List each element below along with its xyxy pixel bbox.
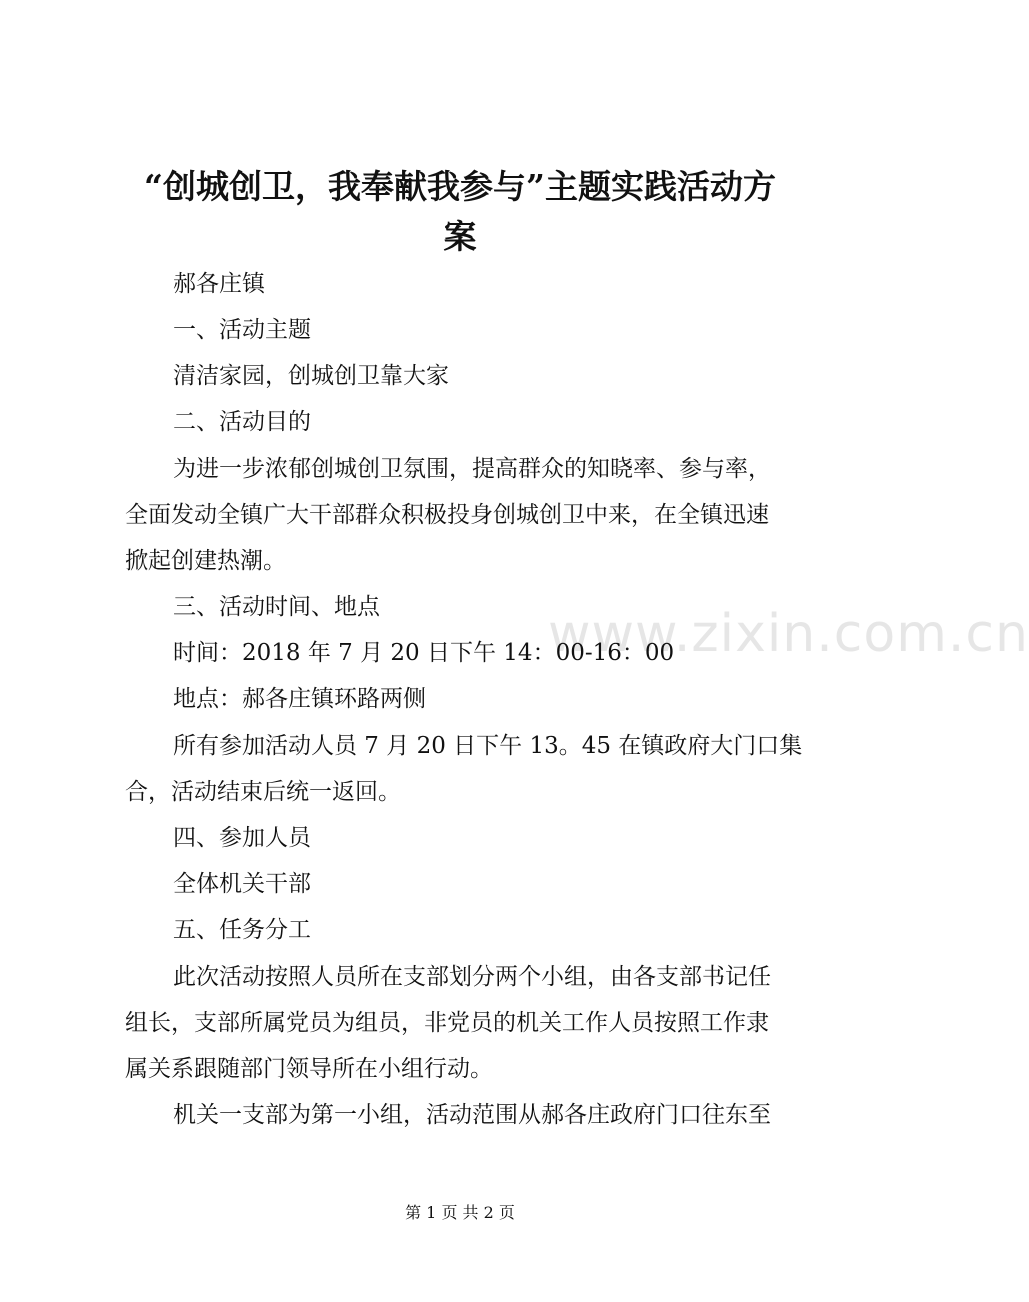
- section-2-para-line-2: 全面发动全镇广大干部群众积极投身创城创卫中来，在全镇迅速: [125, 502, 769, 528]
- section-3-para-line-1: 所有参加活动人员 7 月 20 日下午 13。45 在镇政府大门口集: [173, 733, 803, 759]
- title-line-2: 案: [443, 217, 477, 256]
- section-5-para-1-line-1: 此次活动按照人员所在支部划分两个小组，由各支部书记任: [173, 964, 771, 990]
- watermark: www.zixin.com.cn: [548, 604, 1029, 664]
- section-2-heading: 二、活动目的: [173, 409, 311, 435]
- section-5-para-2-line-1: 机关一支部为第一小组，活动范围从郝各庄政府门口往东至: [173, 1102, 771, 1128]
- section-5-para-1-line-2: 组长，支部所属党员为组员，非党员的机关工作人员按照工作隶: [125, 1010, 769, 1036]
- section-2-para-line-1: 为进一步浓郁创城创卫氛围，提高群众的知晓率、参与率，: [173, 456, 771, 482]
- section-1-heading: 一、活动主题: [173, 317, 311, 343]
- document-title: [110, 162, 810, 262]
- title-line-1: “创城创卫，我奉献我参与”主题实践活动方: [144, 167, 776, 206]
- section-1-text: 清洁家园，创城创卫靠大家: [173, 363, 449, 389]
- section-5-heading: 五、任务分工: [173, 917, 311, 943]
- section-3-para-line-2: 合，活动结束后统一返回。: [125, 779, 401, 805]
- addressee: 郝各庄镇: [173, 271, 265, 297]
- section-3-heading: 三、活动时间、地点: [173, 594, 380, 620]
- section-3-place: 地点：郝各庄镇环路两侧: [173, 686, 426, 712]
- page-footer: 第 1 页 共 2 页: [405, 1203, 515, 1222]
- section-5-para-1-line-3: 属关系跟随部门领导所在小组行动。: [125, 1056, 493, 1082]
- section-2-para-line-3: 掀起创建热潮。: [125, 548, 286, 574]
- section-3-time: 时间：2018 年 7 月 20 日下午 14：00-16：00: [173, 640, 675, 666]
- section-4-text: 全体机关干部: [173, 871, 311, 897]
- section-4-heading: 四、参加人员: [173, 825, 311, 851]
